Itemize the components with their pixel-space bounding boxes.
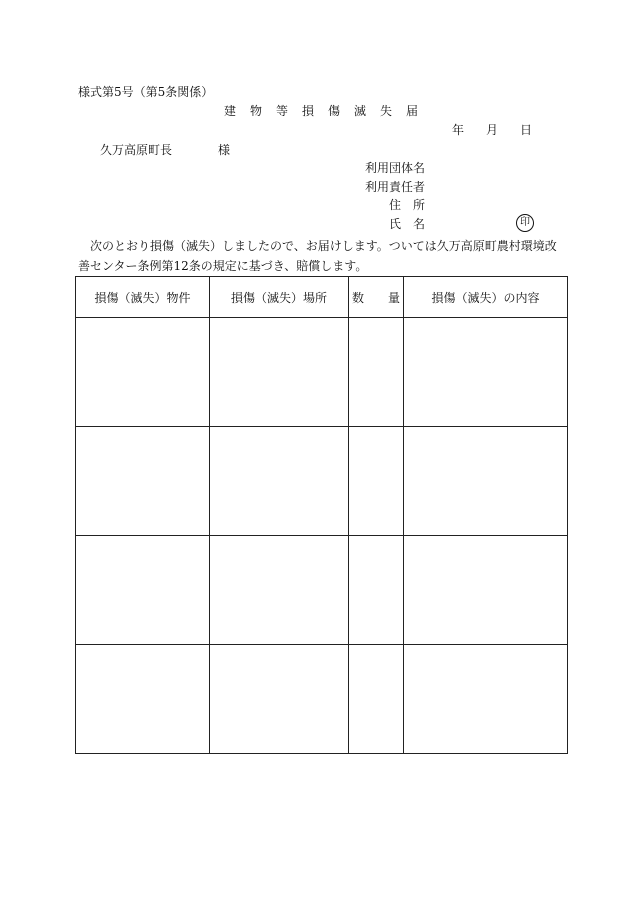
applicant-address-label: 住 所 bbox=[389, 198, 426, 212]
date-day-label: 日 bbox=[520, 123, 533, 137]
header-item: 損傷（滅失）物件 bbox=[76, 277, 210, 318]
cell-quantity[interactable] bbox=[349, 318, 404, 427]
table-row bbox=[76, 427, 568, 536]
cell-quantity[interactable] bbox=[349, 645, 404, 754]
cell-details[interactable] bbox=[404, 318, 568, 427]
cell-quantity[interactable] bbox=[349, 427, 404, 536]
cell-quantity[interactable] bbox=[349, 536, 404, 645]
applicant-org-label: 利用団体名 bbox=[365, 161, 426, 175]
cell-location[interactable] bbox=[210, 536, 349, 645]
cell-item[interactable] bbox=[76, 318, 210, 427]
table-row bbox=[76, 318, 568, 427]
cell-location[interactable] bbox=[210, 318, 349, 427]
addressee bbox=[100, 142, 230, 158]
date-year-label: 年 bbox=[452, 123, 465, 137]
table-header-row bbox=[76, 277, 568, 318]
document-title: 建物等損傷滅失届 bbox=[224, 104, 433, 118]
body-text: 次のとおり損傷（滅失）しましたので、お届けします。ついては久万高原町農村環境改善センター条例第12条の規定に基づき、賠償します。 bbox=[78, 239, 557, 273]
seal-mark: 印 bbox=[516, 214, 534, 232]
header-location: 損傷（滅失）場所 bbox=[210, 277, 349, 318]
cell-item[interactable] bbox=[76, 427, 210, 536]
table-row bbox=[76, 645, 568, 754]
header-details: 損傷（滅失）の内容 bbox=[404, 277, 568, 318]
cell-details[interactable] bbox=[404, 427, 568, 536]
applicant-name-label: 氏 名 bbox=[389, 217, 426, 231]
cell-details[interactable] bbox=[404, 536, 568, 645]
date-month-label: 月 bbox=[486, 123, 499, 137]
damage-table bbox=[75, 276, 568, 754]
cell-location[interactable] bbox=[210, 427, 349, 536]
applicant-responsible-label: 利用責任者 bbox=[365, 180, 426, 194]
date-line bbox=[452, 122, 532, 138]
addressee-name: 久万高原町長 bbox=[100, 143, 173, 157]
addressee-honorific: 様 bbox=[218, 143, 231, 157]
cell-location[interactable] bbox=[210, 645, 349, 754]
table-row bbox=[76, 536, 568, 645]
cell-item[interactable] bbox=[76, 645, 210, 754]
form-number: 様式第5号（第5条関係） bbox=[78, 85, 214, 99]
header-quantity: 数 量 bbox=[349, 277, 404, 318]
cell-item[interactable] bbox=[76, 536, 210, 645]
cell-details[interactable] bbox=[404, 645, 568, 754]
